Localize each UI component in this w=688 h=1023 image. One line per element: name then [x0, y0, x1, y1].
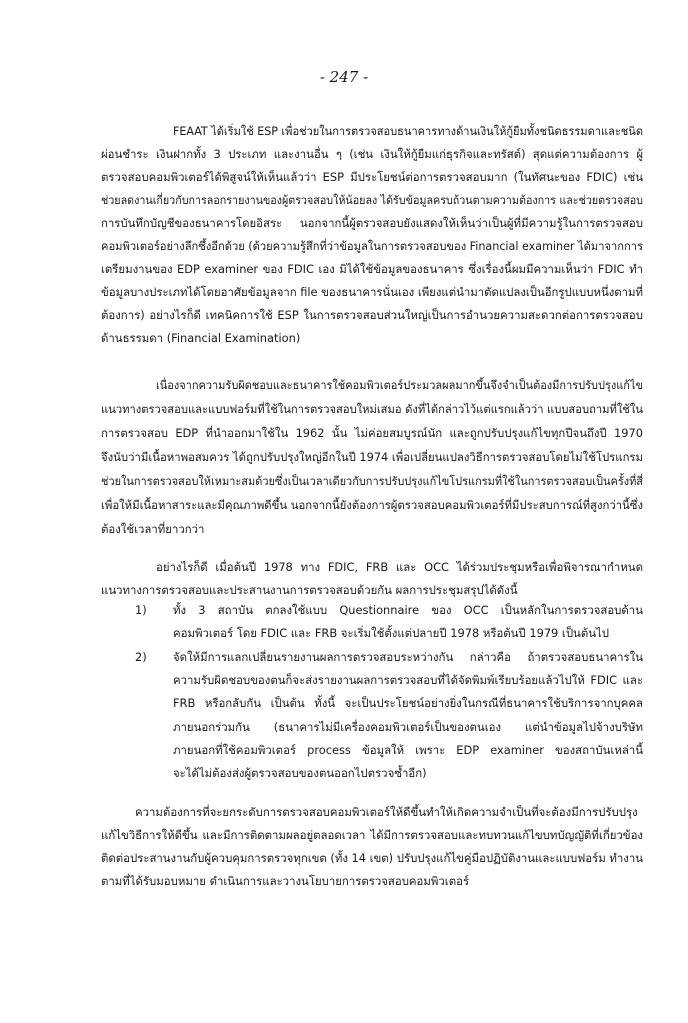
text-line: ผ่อนชำระ เงินฝากทั้ง 3 ประเภท และงานอื่น ๆ (เช่น เงินให้กู้ยืมแก่ธุรกิจและทรัสต์) สุดแต่ความต้องการ ผู้ [101, 147, 643, 161]
text-line: ช่วยในการตรวจสอบให้เหมาะสมด้วยซึ่งเป็นเวลาเดียวกับการปรับปรุงแก้ไขโปรแกรมที่ใช้ในการตรวจสอบเป็นครั้งที่สี่ [101, 474, 643, 488]
text-line: ติดต่อประสานงานกับผู้ควบคุมการตรวจทุกเขต (ทั้ง 14 เขต) ปรับปรุงแก้ไขคู่มือปฏิบัติงานและแบบฟอร์ม ทำงาน [101, 851, 643, 865]
text-line: ตามที่ได้รับมอบหมาย ดำเนินการและวางนโยบายการตรวจสอบคอมพิวเตอร์ [101, 874, 470, 888]
text-line: ภายนอกร่วมกัน (ธนาคารไม่มีเครื่องคอมพิวเตอร์เป็นของตนเอง แต่นำข้อมูลไปจ้างบริษัท [173, 720, 643, 734]
text-line: FEAAT ได้เริ่มใช้ ESP เพื่อช่วยในการตรวจสอบธนาคารทางด้านเงินให้กู้ยืมทั้งชนิดธรรมดาและชนิด [173, 124, 643, 138]
list-item-number: 1) [135, 603, 147, 617]
text-line: ด้านธรรมดา (Financial Examination) [101, 331, 301, 345]
text-line: คอมพิวเตอร์อย่างลึกซึ้งอีกด้วย (ด้วยความรู้สึกที่ว่าข้อมูลในการตรวจสอบของ Financial examiner ได้มาจากการ [101, 239, 643, 253]
text-line: อย่างไรก็ดี เมื่อต้นปี 1978 ทาง FDIC, FRB และ OCC ได้ร่วมประชุมหรือเพื่อพิจารณากำหนด [156, 560, 643, 574]
text-line: เตรียมงานของ EDP examiner ของ FDIC เอง มิได้ใช้ข้อมูลของธนาคาร ซึ่งเรื่องนี้ผมมีความเห็นว่า FDIC ทำ [101, 262, 643, 276]
text-line: เพื่อให้มีเนื้อหาสาระและมีคุณภาพดีขึ้น นอกจากนี้ยังต้องการผู้ตรวจสอบคอมพิวเตอร์ที่มีประสบการณ์ที่สูงกว่านี้ซึ่ง [101, 498, 643, 512]
text-line: ทั้ง 3 สถาบัน ตกลงใช้แบบ Questionnaire ของ OCC เป็นหลักในการตรวจสอบด้าน [173, 603, 643, 617]
list-item-number: 2) [135, 650, 147, 664]
text-line: การบันทึกบัญชีของธนาคารโดยอิสระ นอกจากนี้ผู้ตรวจสอบยังแสดงให้เห็นว่าเป็นผู้ที่มีความรู้ในการตรวจสอบ [101, 216, 643, 230]
text-line: ต้องการ) อย่างไรก็ดี เทคนิคการใช้ ESP ในการตรวจสอบส่วนใหญ่เป็นการอำนวยความสะดวกต่อการตรวจสอบ [101, 308, 643, 322]
text-line: ต้องใช้เวลาที่ยาวกว่า [101, 522, 205, 536]
text-line: FRB หรือกลับกัน เป็นต้น ทั้งนี้ จะเป็นประโยชน์อย่างยิ่งในกรณีที่ธนาคารใช้บริการจากบุคคล [173, 696, 643, 710]
text-line: ความต้องการที่จะยกระดับการตรวจสอบคอมพิวเตอร์ให้ดีขึ้นทำให้เกิดความจำเป็นที่จะต้องมีการปรับปรุง [135, 805, 638, 819]
text-line: เนื่องจากความรับผิดชอบและธนาคารใช้คอมพิวเตอร์ประมวลผลมากขึ้นจึงจำเป็นต้องมีการปรับปรุงแก้ไข [156, 378, 643, 392]
text-line: ช่วยลดงานเกี่ยวกับการลอกรายงานของผู้ตรวจสอบให้น้อยลง ได้รับข้อมูลครบถ้วนตามความต้องการ และช่วยตรวจสอบ [101, 193, 643, 207]
text-line: ข้อมูลบางประเภทได้โดยอาศัยข้อมูลจาก file ของธนาคารนั่นเอง เพียงแต่นำมาตัดแปลงเป็นอีกรูปแบบหนึ่งตามที่ [101, 285, 643, 299]
text-line: คอมพิวเตอร์ โดย FDIC และ FRB จะเริ่มใช้ตั้งแต่ปลายปี 1978 หรือต้นปี 1979 เป็นต้นไป [173, 626, 609, 640]
text-line: แก้ไขวิธีการให้ดีขึ้น และมีการติดตามผลอยู่ตลอดเวลา ได้มีการตรวจสอบและทบทวนแก้ไขบทบัญญัติที่เกี่ยวข้อง [101, 828, 643, 842]
text-line: ตรวจสอบคอมพิวเตอร์ได้พิสูจน์ให้เห็นแล้วว่า ESP มีประโยชน์ต่อการตรวจสอบมาก (ในทัศนะของ FDIC) เช่น [101, 170, 643, 184]
text-line: ความรับผิดชอบของตนก็จะส่งรายงานผลการตรวจสอบที่ได้จัดพิมพ์เรียบร้อยแล้วไปให้ FDIC และ [173, 673, 643, 687]
text-line: จัดให้มีการแลกเปลี่ยนรายงานผลการตรวจสอบระหว่างกัน กล่าวคือ ถ้าตรวจสอบธนาคารใน [173, 650, 643, 664]
text-line: จะได้ไม่ต้องส่งผู้ตรวจสอบของตนออกไปตรวจซ้ำอีก) [173, 766, 427, 780]
page-number: - 247 - [319, 68, 369, 86]
text-line: แนวทางการตรวจสอบและประสานงานการตรวจสอบด้วยกัน ผลการประชุมสรุปได้ดังนี้ [101, 583, 518, 597]
text-line: การตรวจสอบ EDP ที่นำออกมาใช้ใน 1962 นั้น ไม่ค่อยสมบูรณ์นัก และถูกปรับปรุงแก้ไขทุกปีจนถึงปี 1970 [101, 426, 643, 440]
text-line: แนวทางตรวจสอบและแบบฟอร์มที่ใช้ในการตรวจสอบใหม่เสมอ ดังที่ได้กล่าวไว้แต่แรกแล้วว่า แบบสอบถามที่ใช้ใน [101, 402, 643, 416]
text-line: จึงนับว่ามีเนื้อหาพอสมควร ได้ถูกปรับปรุงใหญ่อีกในปี 1974 เพื่อเปลี่ยนแปลงวิธีการตรวจสอบโดยไม่ใช้โปรแกรม [101, 450, 643, 464]
text-line: ภายนอกที่ใช้คอมพิวเตอร์ process ข้อมูลให้ เพราะ EDP examiner ของสถาบันเหล่านี้ [173, 743, 643, 757]
